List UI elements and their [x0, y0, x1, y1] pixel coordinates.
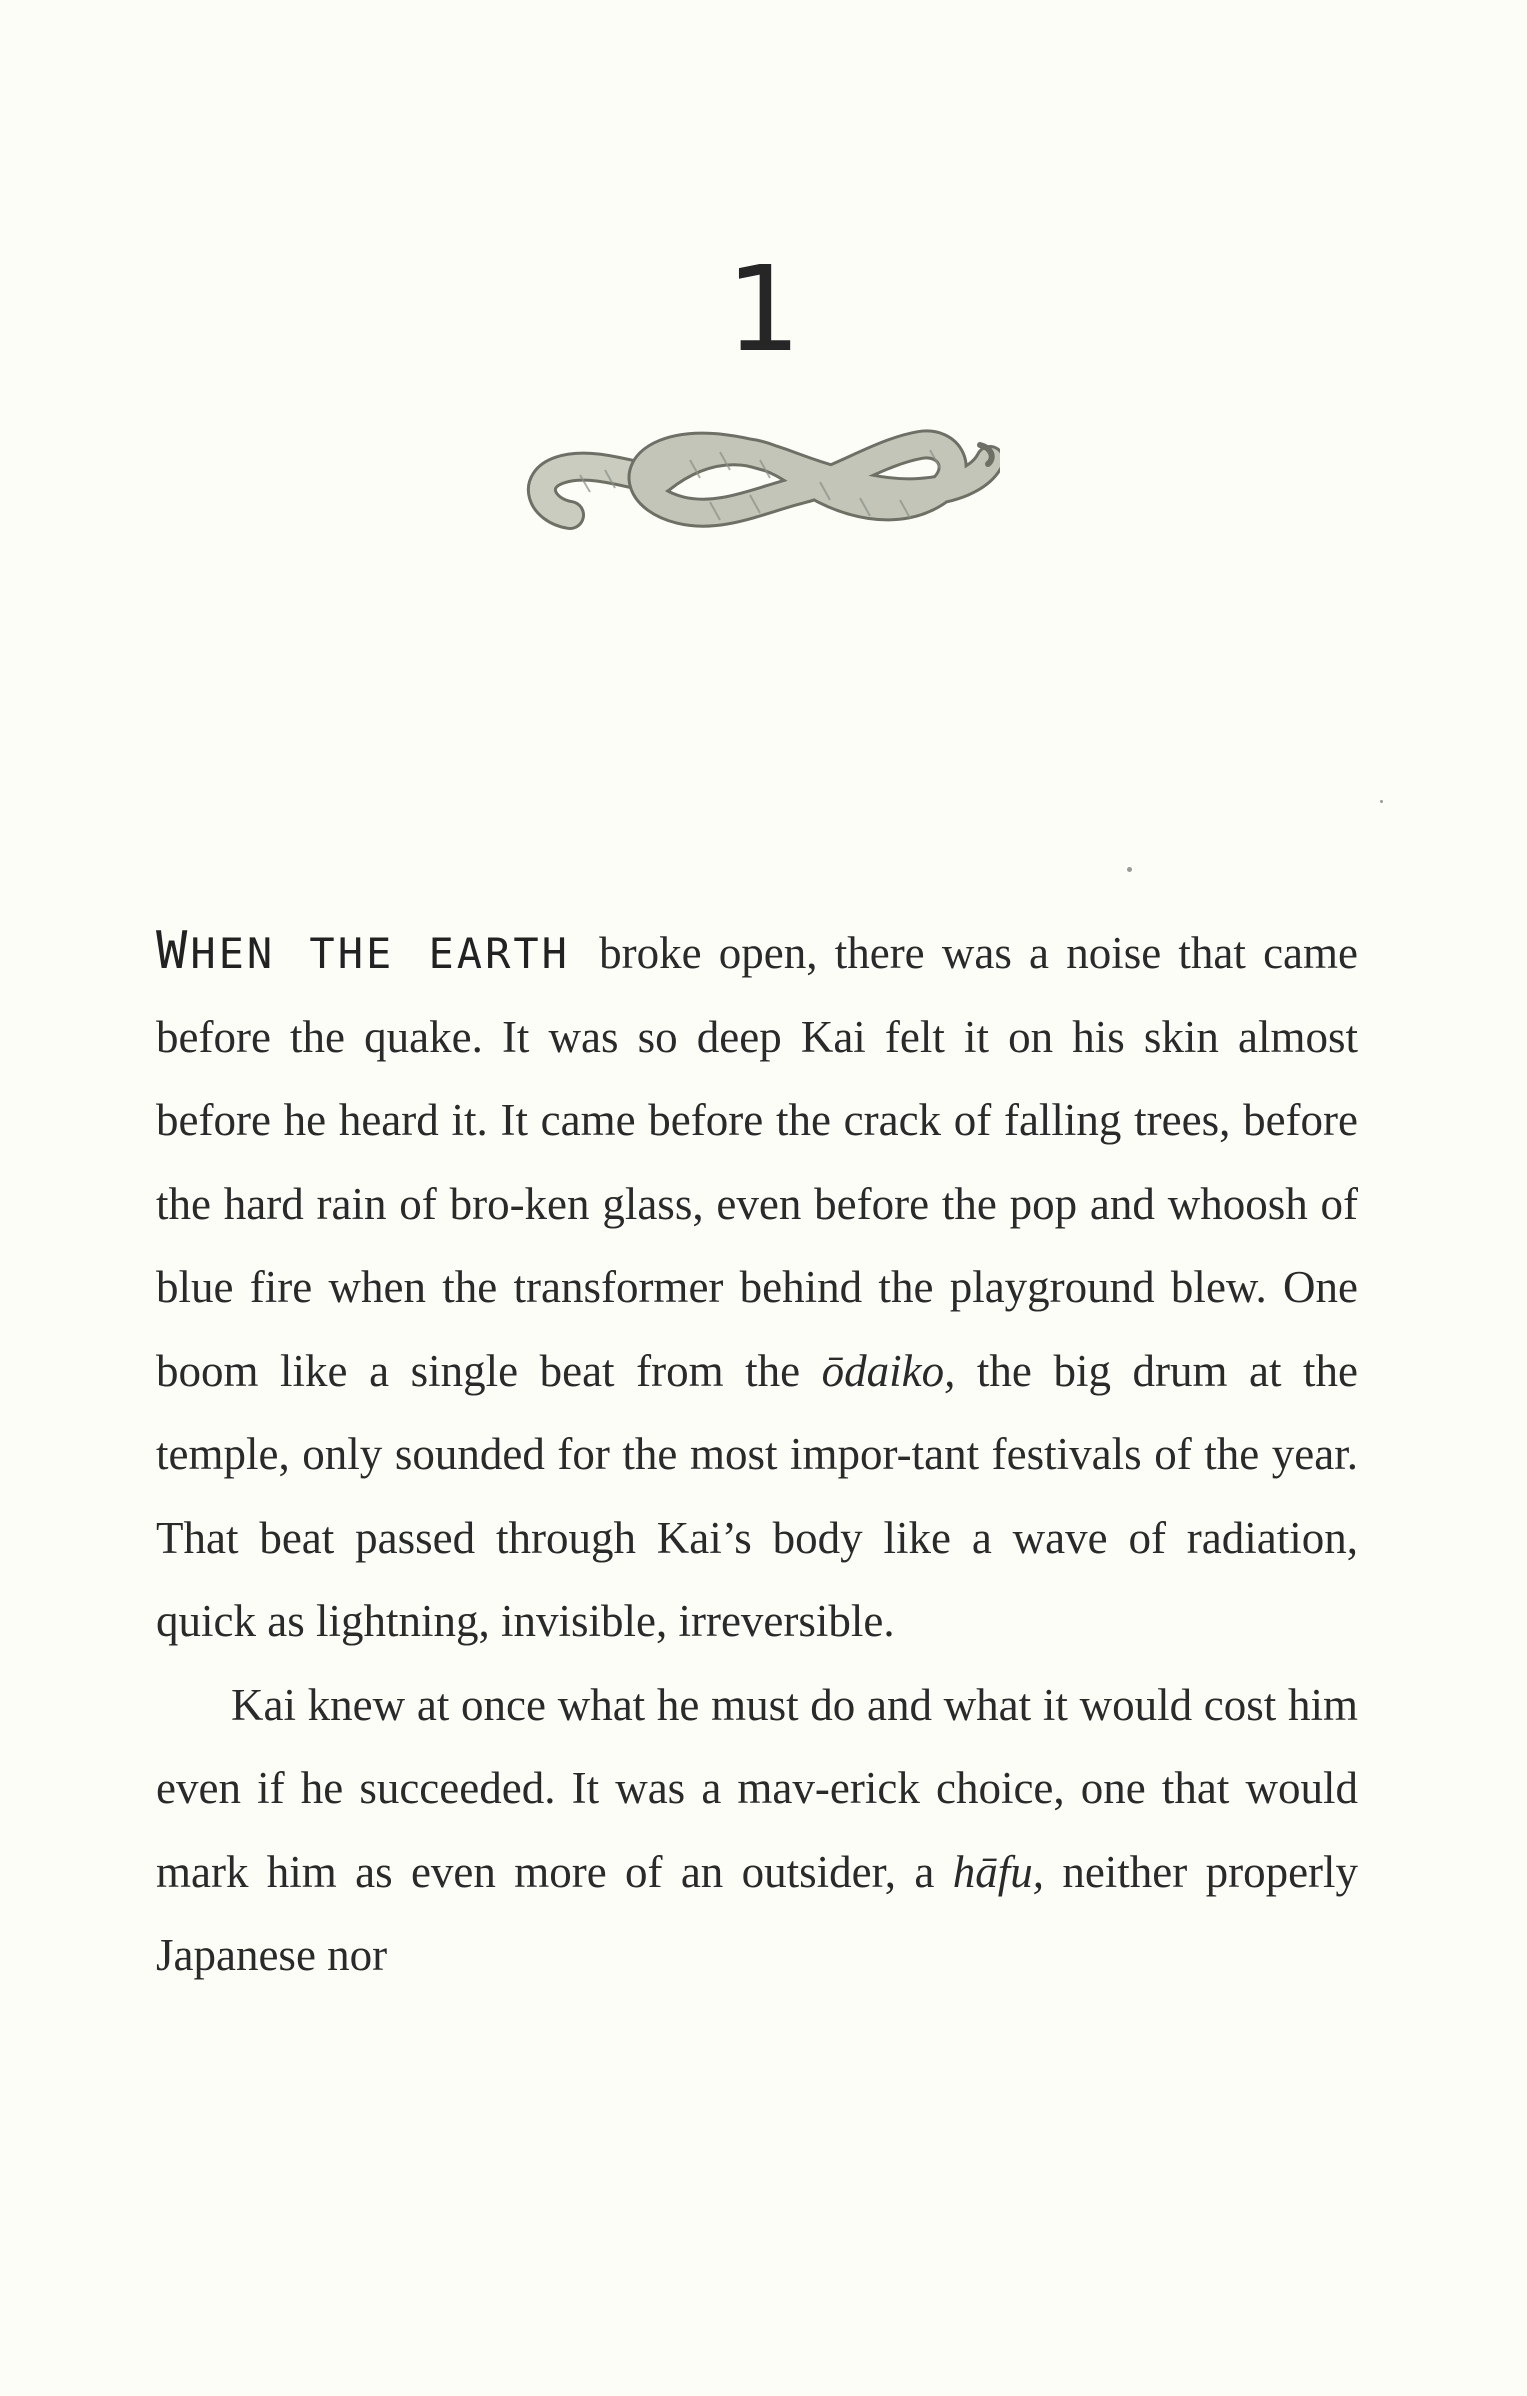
paper-speck	[1127, 867, 1132, 872]
term-odaiko: ōdaiko,	[821, 1345, 956, 1396]
chapter-body	[156, 910, 1358, 1998]
opening-capital: W	[156, 921, 191, 981]
paper-speck	[1380, 800, 1383, 803]
paragraph-1-text: broke open, there was a noise that came before the quake. It was so deep Kai felt it on his skin almost before he heard it. It came before the crack of falling trees, before the hard rain of bro-ken glass, even before the pop and whoosh of blue fire when the transformer behind the playground blew. One boom like a single beat from the	[156, 928, 1358, 1396]
paragraph-2-text: Kai knew at once what he must do and what it would cost him even if he succeeded. It was a mav-erick choice, one that would mark him as even more of an outsider, a	[156, 1679, 1358, 1897]
opening-small-caps	[156, 921, 570, 981]
paragraph-2	[156, 1664, 1358, 1998]
paragraph-1	[156, 910, 1358, 1664]
paragraph-2-end: neither properly Japanese nor	[156, 1846, 1359, 1980]
rope-knot-icon	[520, 420, 1000, 540]
opening-words: HEN THE EARTH	[190, 929, 570, 978]
chapter-number: 1	[725, 240, 802, 378]
paragraph-1-end: the big drum at the temple, only sounded for the most impor-tant festivals of the year. That beat passed through Kai’s body like a wave of radiation, quick as lightning, invisible, irreversible.	[156, 1345, 1359, 1646]
term-hafu: hāfu,	[952, 1846, 1044, 1897]
